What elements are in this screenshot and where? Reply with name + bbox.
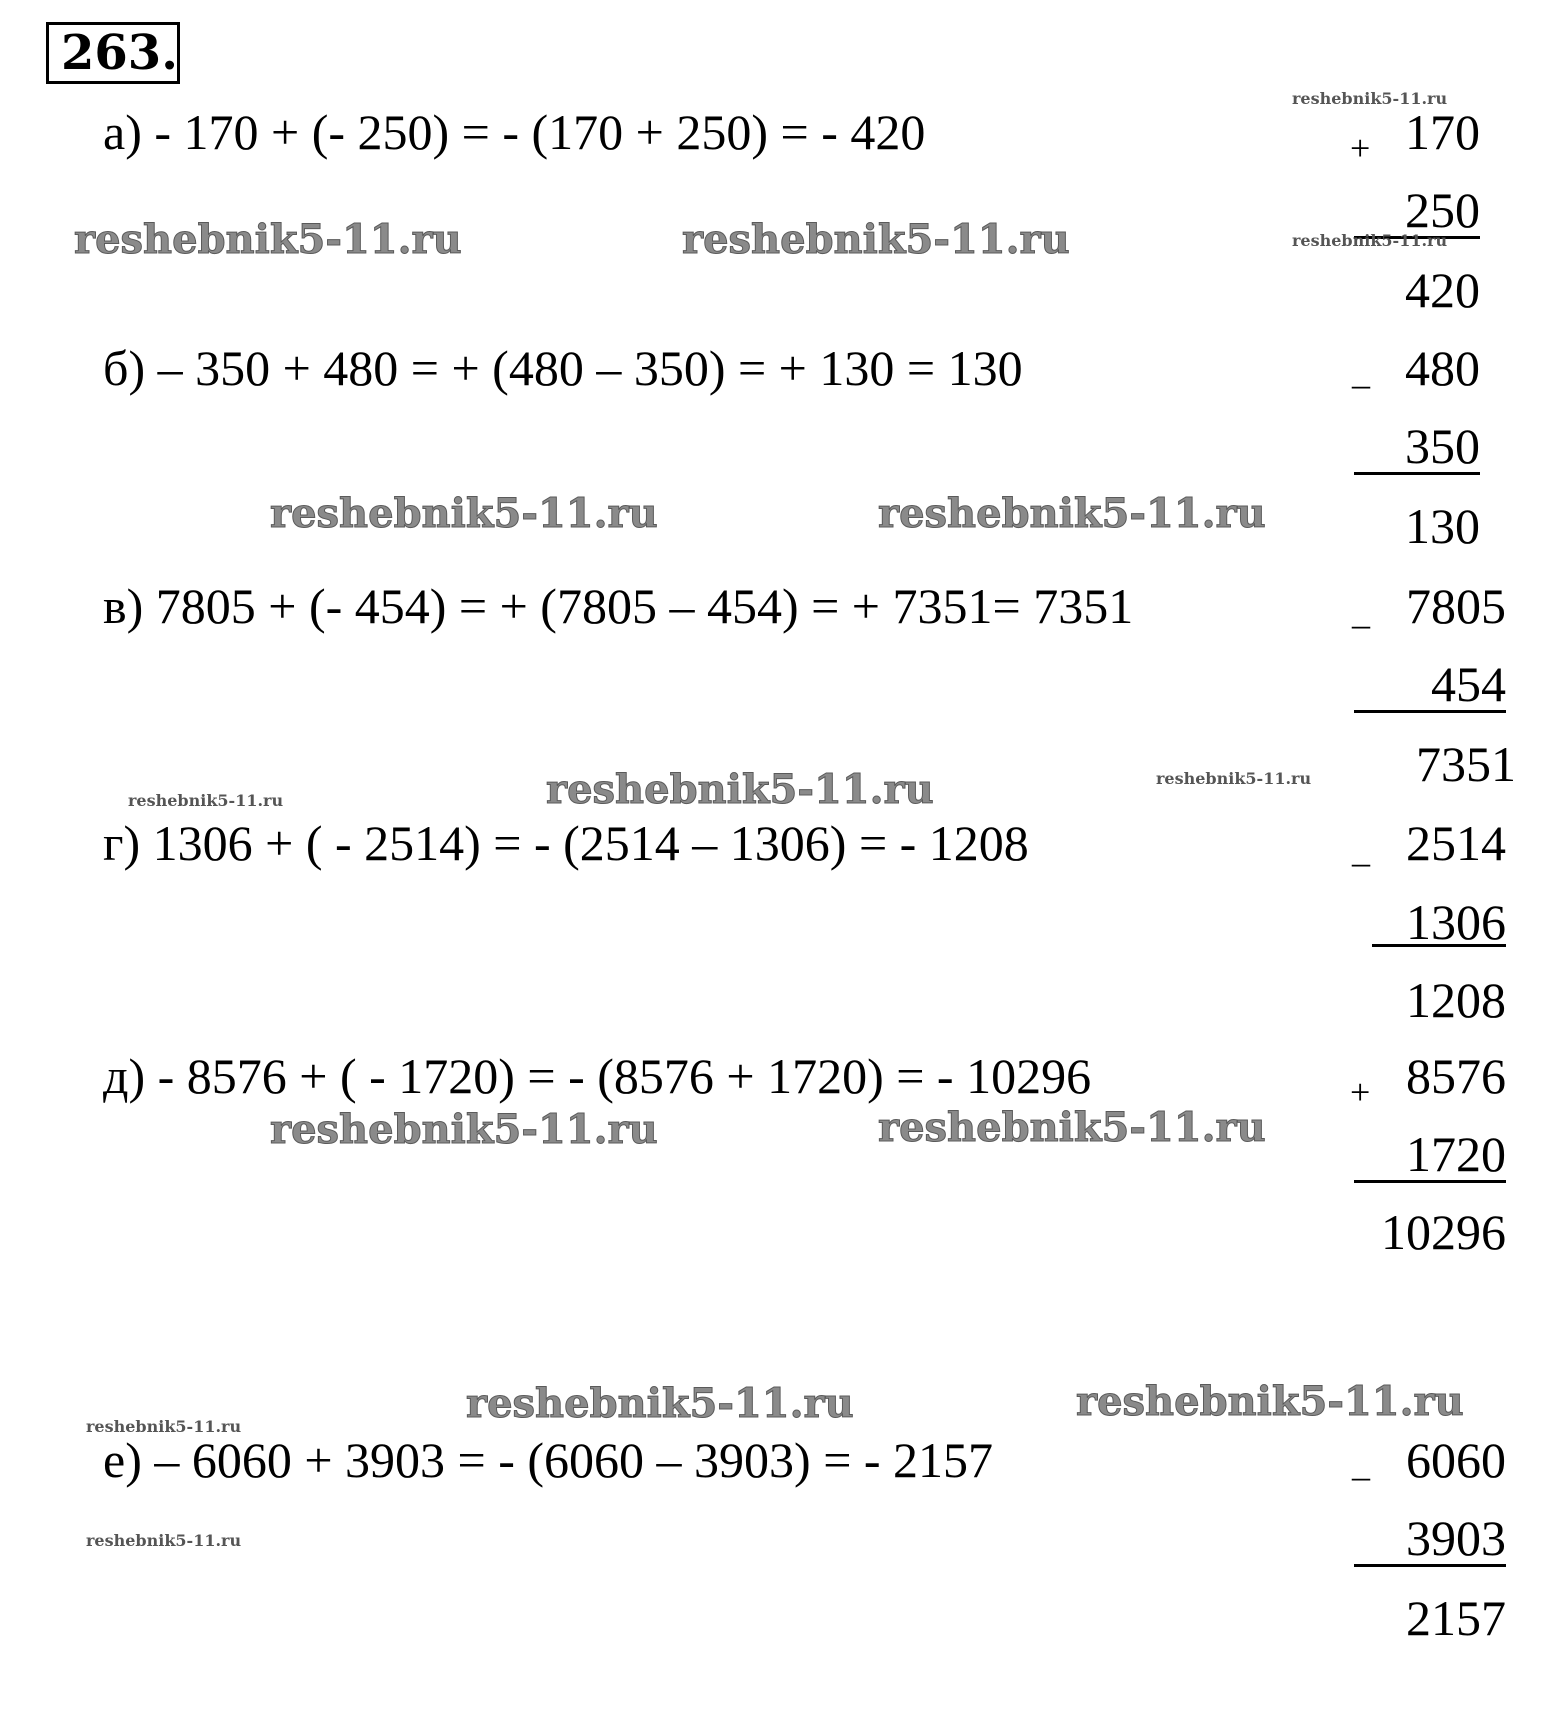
column-bottom-v: 454 [1431, 656, 1506, 712]
column-result-e: 2157 [1406, 1590, 1506, 1646]
equation-d: д) - 8576 + ( - 1720) = - (8576 + 1720) = - 10296 [103, 1048, 1092, 1104]
watermark: reshebnik5-11.ru [86, 1417, 242, 1436]
task-number: 263. [46, 22, 180, 84]
equation-b: б) – 350 + 480 = + (480 – 350) = + 130 = 130 [103, 340, 1023, 396]
column-result-a: 420 [1405, 262, 1480, 318]
column-result-g: 1208 [1406, 972, 1506, 1028]
column-line-b [1354, 472, 1480, 475]
watermark: reshebnik5-11.ru [270, 490, 658, 537]
column-top-b: 480 [1405, 340, 1480, 396]
watermark: reshebnik5-11.ru [1292, 231, 1448, 250]
column-top-a: 170 [1405, 104, 1480, 160]
equation-e: е) – 6060 + 3903 = - (6060 – 3903) = - 2157 [103, 1432, 994, 1488]
column-line-v [1354, 710, 1506, 713]
column-sign-g: _ [1352, 830, 1370, 870]
watermark: reshebnik5-11.ru [1292, 89, 1448, 108]
column-bottom-a: 250 [1405, 182, 1480, 238]
watermark: reshebnik5-11.ru [86, 1531, 242, 1550]
column-sign-b: _ [1352, 352, 1370, 392]
column-top-v: 7805 [1406, 578, 1506, 634]
column-line-d [1354, 1180, 1506, 1183]
watermark: reshebnik5-11.ru [74, 216, 462, 263]
column-line-e [1354, 1564, 1506, 1567]
equation-a: а) - 170 + (- 250) = - (170 + 250) = - 420 [103, 104, 926, 160]
watermark: reshebnik5-11.ru [878, 490, 1266, 537]
column-top-e: 6060 [1406, 1432, 1506, 1488]
column-sign-e: _ [1352, 1444, 1370, 1484]
watermark: reshebnik5-11.ru [546, 766, 934, 813]
column-bottom-g: 1306 [1406, 894, 1506, 950]
watermark: reshebnik5-11.ru [466, 1380, 854, 1427]
column-line-g [1372, 944, 1506, 947]
column-bottom-b: 350 [1405, 418, 1480, 474]
column-result-d: 10296 [1381, 1204, 1506, 1260]
column-bottom-e: 3903 [1406, 1510, 1506, 1566]
watermark: reshebnik5-11.ru [682, 216, 1070, 263]
column-result-b: 130 [1405, 498, 1480, 554]
column-top-d: 8576 [1406, 1048, 1506, 1104]
column-sign-d: + [1350, 1072, 1371, 1112]
watermark: reshebnik5-11.ru [1076, 1378, 1464, 1425]
column-result-v: 7351 [1416, 736, 1516, 792]
column-sign-v: _ [1352, 592, 1370, 632]
column-sign-a: + [1350, 128, 1371, 168]
equation-v: в) 7805 + (- 454) = + (7805 – 454) = + 7351= 7351 [103, 578, 1134, 634]
column-bottom-d: 1720 [1406, 1126, 1506, 1182]
watermark: reshebnik5-11.ru [128, 791, 284, 810]
watermark: reshebnik5-11.ru [270, 1106, 658, 1153]
column-top-g: 2514 [1406, 815, 1506, 871]
watermark: reshebnik5-11.ru [1156, 769, 1312, 788]
equation-g: г) 1306 + ( - 2514) = - (2514 – 1306) = - 1208 [103, 815, 1029, 871]
watermark: reshebnik5-11.ru [878, 1104, 1266, 1151]
